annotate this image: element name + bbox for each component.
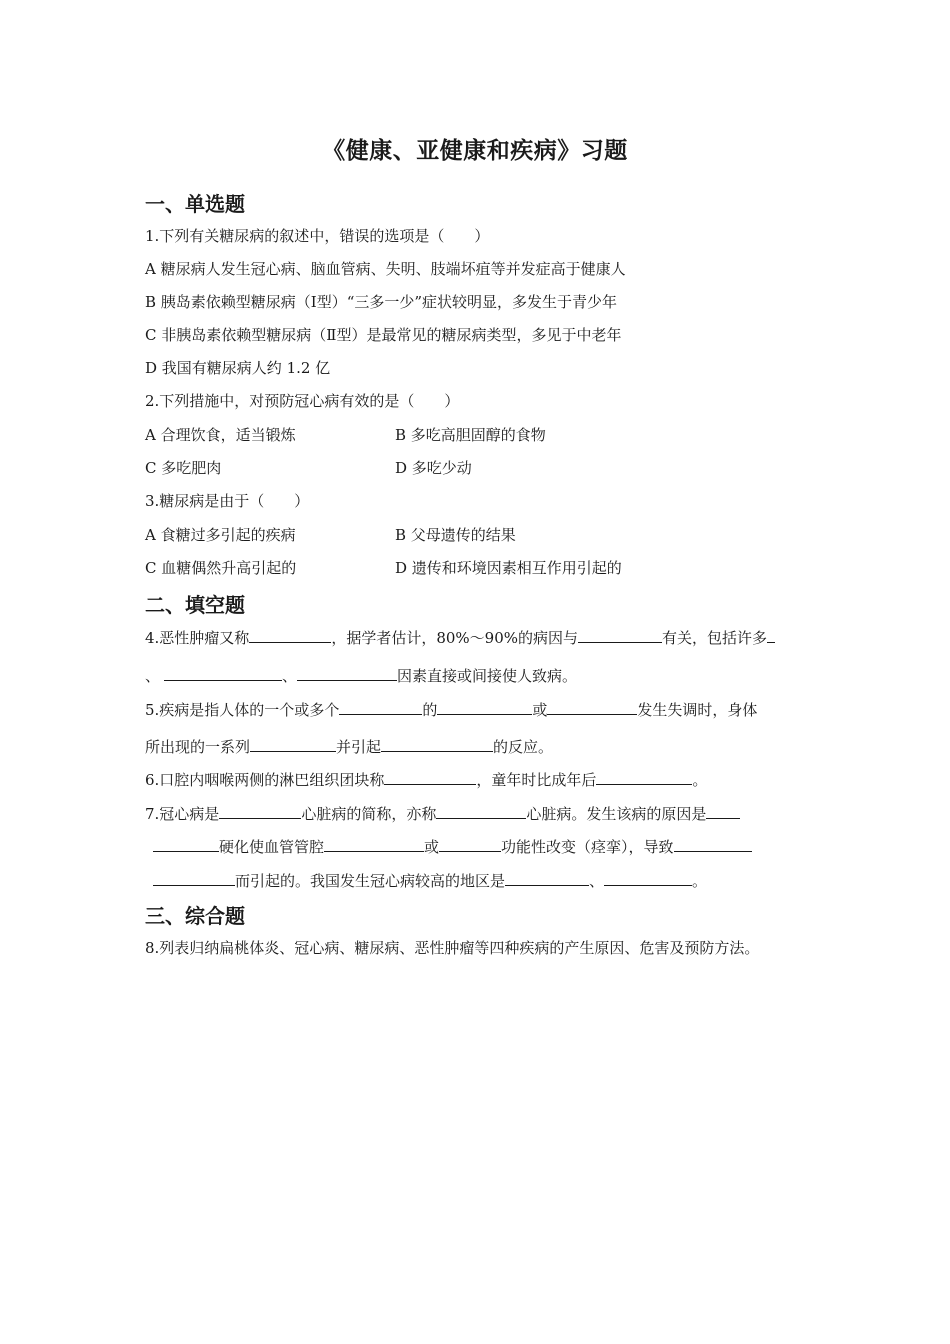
question-6-text: ，童年时比成年后 [476, 771, 597, 789]
section-heading-fill-blank: 二、填空题 [145, 593, 245, 617]
question-1-option-b: B 胰岛素依赖型糖尿病（Ⅰ型）“三多一少”症状较明显，多发生于青少年 [145, 293, 618, 311]
question-4-text: 、 [282, 667, 298, 685]
question-4-text: ，据学者估计，80%～90%的病因与 [331, 629, 578, 647]
question-4-line-2 [145, 665, 577, 686]
question-1-stem: 1.下列有关糖尿病的叙述中，错误的选项是（ ） [145, 227, 490, 245]
answer-blank[interactable] [674, 836, 752, 852]
question-2-option-a: A 合理饮食，适当锻炼 [145, 426, 296, 444]
question-3-option-d: D 遗传和环境因素相互作用引起的 [395, 559, 622, 577]
question-7-line-2 [145, 836, 752, 857]
question-5-text: 的反应。 [493, 738, 554, 756]
question-7-text: 7.冠心病是 [145, 805, 220, 823]
answer-blank[interactable] [153, 836, 219, 852]
question-5-line-1 [145, 699, 757, 720]
answer-blank[interactable] [384, 769, 476, 785]
question-7-text: 硬化使血管管腔 [219, 838, 325, 856]
question-7-text: 或 [424, 838, 440, 856]
answer-blank[interactable] [437, 699, 532, 715]
answer-blank[interactable] [578, 627, 662, 643]
question-8-stem: 8.列表归纳扁桃体炎、冠心病、糖尿病、恶性肿瘤等四种疾病的产生原因、危害及预防方法。 [145, 939, 760, 957]
answer-blank[interactable] [604, 870, 692, 886]
question-2-option-b: B 多吃高胆固醇的食物 [395, 426, 546, 444]
answer-blank[interactable] [339, 699, 422, 715]
question-7-line-3 [145, 870, 707, 891]
question-3-option-b: B 父母遗传的结果 [395, 526, 516, 544]
answer-blank[interactable] [439, 836, 501, 852]
answer-blank[interactable] [596, 769, 692, 785]
question-5-text: 发生失调时，身体 [637, 701, 758, 719]
section-heading-comprehensive: 三、综合题 [145, 904, 245, 928]
question-6-text: 6.口腔内咽喉两侧的淋巴组织团块称 [145, 771, 385, 789]
answer-blank[interactable] [153, 870, 235, 886]
question-4-text: 因素直接或间接使人致病。 [397, 667, 578, 685]
answer-blank[interactable] [250, 736, 336, 752]
question-7-text: 而引起的。我国发生冠心病较高的地区是 [235, 872, 506, 890]
question-7-text: 功能性改变（痉挛），导致 [501, 838, 674, 856]
question-2-option-d: D 多吃少动 [395, 459, 472, 477]
answer-blank[interactable] [249, 627, 331, 643]
question-5-text: 或 [532, 701, 548, 719]
question-4-text: 有关，包括许多 [662, 629, 768, 647]
question-7-text: 、 [589, 872, 605, 890]
question-1-option-d: D 我国有糖尿病人约 1.2 亿 [145, 359, 331, 377]
question-1-option-c: C 非胰岛素依赖型糖尿病（Ⅱ型）是最常见的糖尿病类型，多见于中老年 [145, 326, 622, 344]
question-1-option-a: A 糖尿病人发生冠心病、脑血管病、失明、肢端坏疽等并发症高于健康人 [145, 260, 626, 278]
question-7-text: 心脏病的简称，亦称 [301, 805, 437, 823]
question-3-option-c: C 血糖偶然升高引起的 [145, 559, 297, 577]
question-5-text: 5.疾病是指人体的一个或多个 [145, 701, 340, 719]
answer-blank[interactable] [706, 803, 740, 819]
question-4-text: 、 [145, 667, 161, 685]
question-4-line-1 [145, 627, 775, 648]
answer-blank[interactable] [767, 627, 775, 643]
question-7-text: 心脏病。发生该病的原因是 [526, 805, 707, 823]
question-3-option-a: A 食糖过多引起的疾病 [145, 526, 296, 544]
question-2-option-c: C 多吃肥肉 [145, 459, 222, 477]
answer-blank[interactable] [324, 836, 424, 852]
question-3-stem: 3.糖尿病是由于（ ） [145, 492, 310, 510]
question-5-text: 并引起 [336, 738, 382, 756]
answer-blank[interactable] [505, 870, 589, 886]
question-7-text: 。 [692, 872, 708, 890]
question-6-text: 。 [692, 771, 708, 789]
answer-blank[interactable] [297, 665, 397, 681]
question-5-text: 所出现的一系列 [145, 738, 251, 756]
section-heading-single-choice: 一、单选题 [145, 192, 245, 216]
question-5-line-2 [145, 736, 553, 757]
question-4-text: 4.恶性肿瘤又称 [145, 629, 250, 647]
answer-blank[interactable] [381, 736, 493, 752]
question-5-text: 的 [422, 701, 438, 719]
question-7-line-1 [145, 803, 740, 824]
answer-blank[interactable] [164, 665, 282, 681]
answer-blank[interactable] [219, 803, 301, 819]
page-title: 《健康、亚健康和疾病》习题 [322, 138, 628, 164]
answer-blank[interactable] [547, 699, 637, 715]
question-2-stem: 2.下列措施中，对预防冠心病有效的是（ ） [145, 392, 460, 410]
answer-blank[interactable] [436, 803, 526, 819]
question-6-line [145, 769, 707, 790]
